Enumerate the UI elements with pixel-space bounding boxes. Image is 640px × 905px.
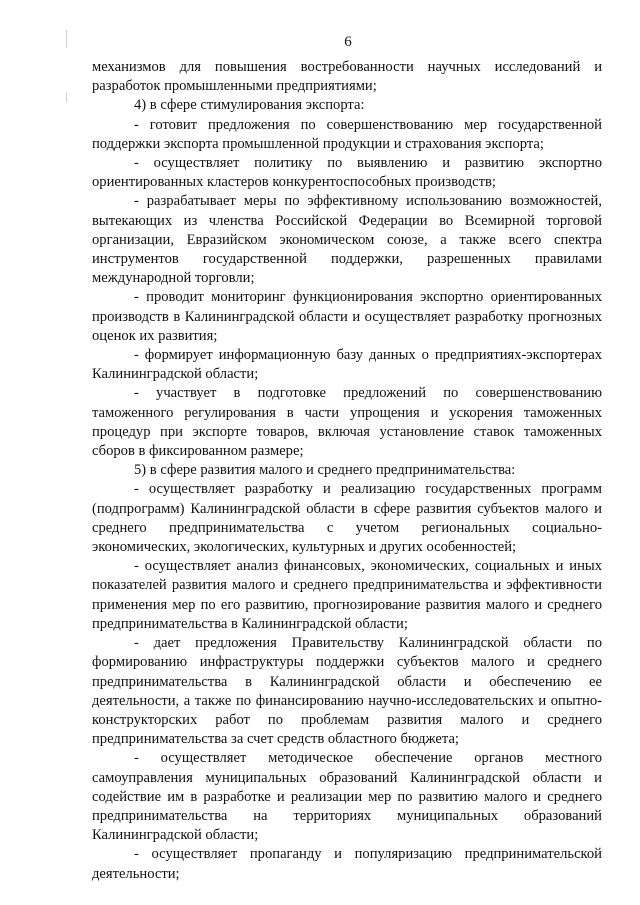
list-item: - готовит предложения по совершенствованию мер государственной поддержки экспорта промышленной продукции и страхования экспорта; [92,116,602,152]
section-heading-sme: 5) в сфере развития малого и среднего предпринимательства: [134,462,516,479]
list-item: - дает предложения Правительству Калининградской области по формированию инфраструктуры поддержки субъектов малого и среднего предпринимательства в Калининградской области и обеспечению ее деятельности, а также по финансированию научно-исследовательских и опытно-конструкторских работ по проблемам развития малого и среднего предпринимательства за счет средств областного бюджета; [92,635,602,748]
scan-artifact [66,92,67,102]
list-item: - осуществляет методическое обеспечение органов местного самоуправления муниципальных образований Калининградской области и содействие им в разработке и реализации мер по развитию малого и среднего предпринимательства на территориях муниципальных образований Калининградской области; [92,750,602,844]
list-item: - осуществляет пропаганду и популяризацию предпринимательской деятельности; [92,846,602,882]
paragraph: механизмов для повышения востребованности научных исследований и разработок промышленными предприятиями; [92,59,602,95]
section-heading-export: 4) в сфере стимулирования экспорта: [134,97,365,114]
list-item: - формирует информационную базу данных о предприятиях-экспортерах Калининградской области; [92,347,602,383]
list-item: - проводит мониторинг функционирования экспортно ориентированных производств в Калининградской области и осуществляет разработку прогнозных оценок их развития; [92,289,602,344]
list-item: - разрабатывает меры по эффективному использованию возможностей, вытекающих из членства Российской Федерации во Всемирной торговой организации, Евразийском экономическом союзе, а также всего спектра инструментов государственной поддержки, разрешенных правилами международной торговли; [92,193,602,287]
list-item: - осуществляет политику по выявлению и развитию экспортно ориентированных кластеров конкурентоспособных производств; [92,155,602,191]
page-number: 6 [344,34,352,50]
list-item: - участвует в подготовке предложений по совершенствованию таможенного регулирования в части упрощения и ускорения таможенных процедур при экспорте товаров, включая установление ставок таможенных сборов в фиксированном размере; [92,385,602,460]
list-item: - осуществляет анализ финансовых, экономических, социальных и иных показателей развития малого и среднего предпринимательства и эффективности применения мер по его развитию, прогнозирование развития малого и среднего предпринимательства в Калининградской области; [92,558,602,632]
document-body [92,58,602,884]
list-item: - осуществляет разработку и реализацию государственных программ (подпрограмм) Калининградской области в сфере развития субъектов малого и среднего предпринимательства с учетом региональных социально-экономических, экологических, культурных и других особенностей; [92,481,602,556]
